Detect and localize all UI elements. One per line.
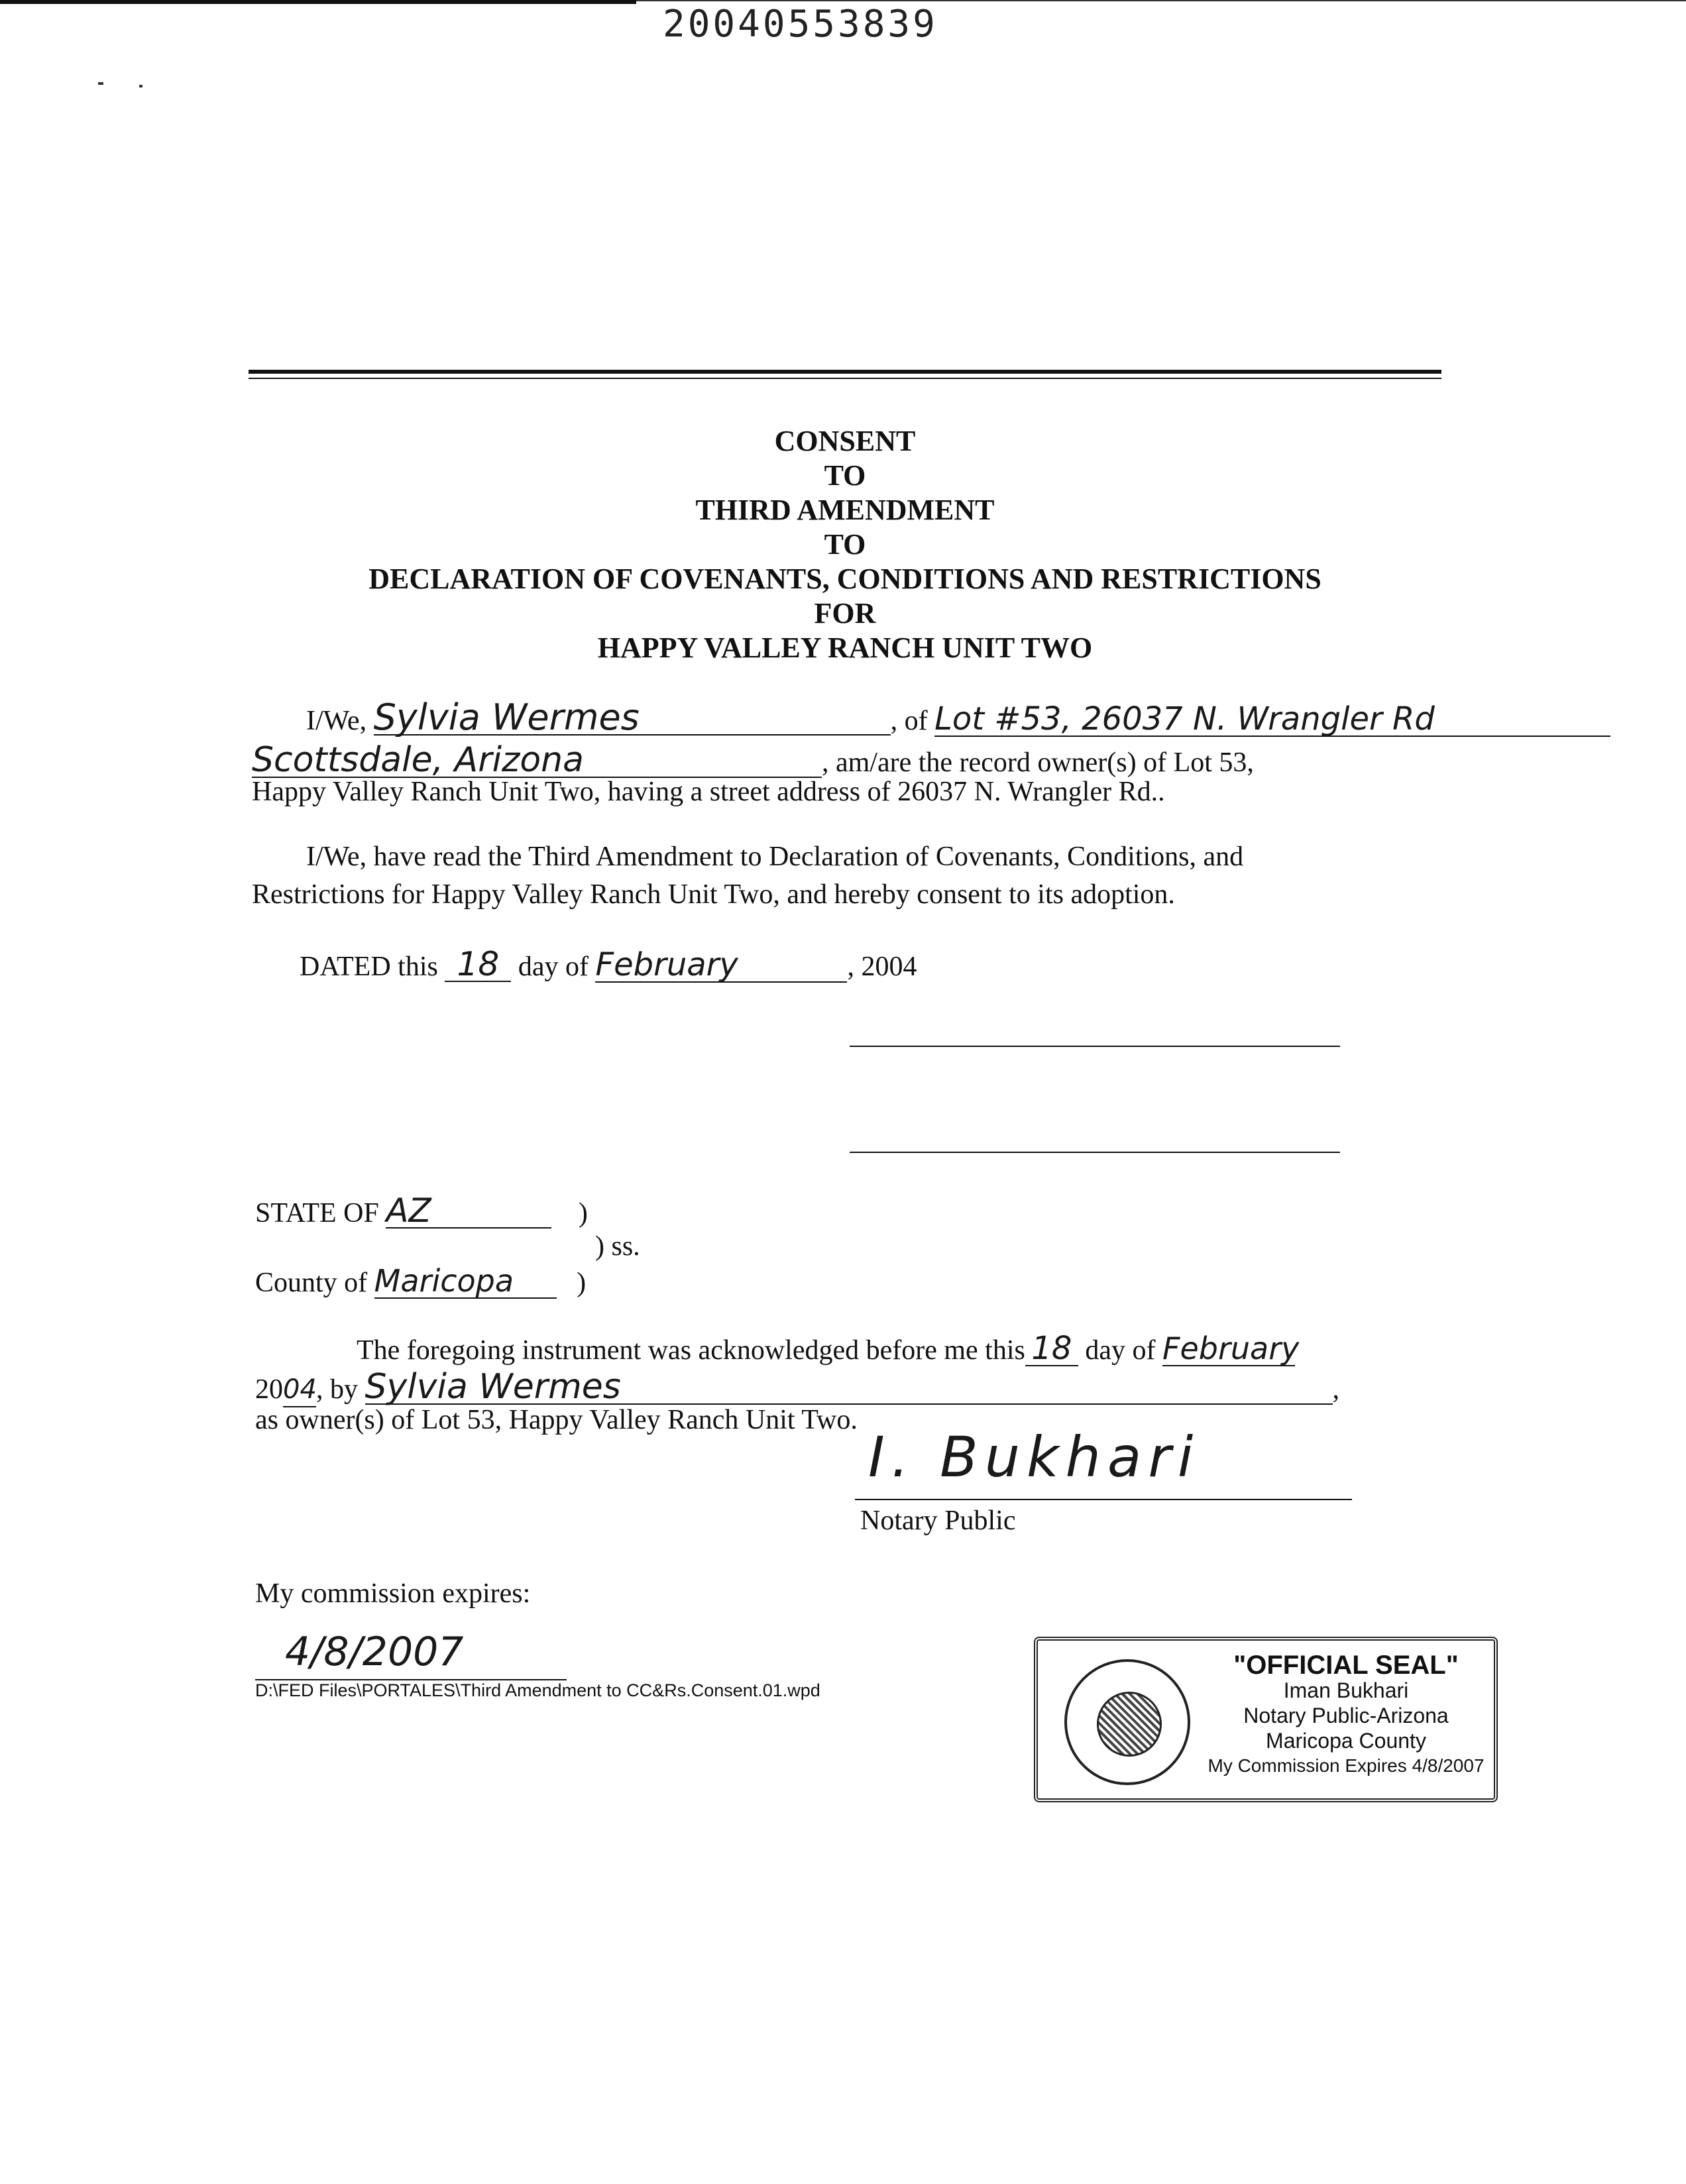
file-path: D:\FED Files\PORTALES\Third Amendment to CC&Rs.Consent.01.wpd [255,1680,820,1700]
state-line: STATE OF AZ ) [255,1191,588,1230]
owner-line-1: I/We, Sylvia Wermes , of Lot #53, 26037 N. Wrangler Rd [306,701,1610,737]
state-handwritten: AZ [386,1194,551,1228]
seal-title: "OFFICIAL SEAL" [1233,1651,1459,1680]
consent-line-1: I/We, have read the Third Amendment to Declaration of Covenants, Conditions, and [306,842,1244,872]
state-seal-emblem [1064,1659,1190,1785]
ack-year-handwritten: 04 [283,1373,316,1407]
owner-name-handwritten: Sylvia Wermes [374,701,891,736]
ack-line-1: The foregoing instrument was acknowledged before me this 18 day of February [357,1330,1300,1367]
notary-label: Notary Public [860,1505,1016,1536]
owner-signature-line [850,1046,1340,1047]
title-line: TO [824,459,866,492]
title-line: CONSENT [774,425,916,457]
top-rule-thin [249,378,1441,379]
title-line: FOR [814,597,876,629]
seal-line: My Commission Expires 4/8/2007 [1208,1755,1485,1776]
owner-city-handwritten: Scottsdale, Arizona [252,743,822,778]
owner-address-handwritten: Lot #53, 26037 N. Wrangler Rd [934,702,1610,737]
consent-line-2: Restrictions for Happy Valley Ranch Unit Two, and hereby consent to its adoption. [252,879,1175,910]
title-line: TO [824,528,866,561]
county-handwritten: Maricopa [374,1264,557,1299]
scan-top-bar [0,0,636,4]
title-line: THIRD AMENDMENT [695,494,995,526]
ack-day-handwritten: 18 [1025,1332,1078,1366]
ss-mark: ) ss. [595,1231,640,1262]
document-number: 20040553839 [663,3,938,46]
seal-name: Iman Bukhari [1283,1678,1409,1702]
official-seal-stamp [1034,1637,1498,1802]
dated-day-handwritten: 18 [445,948,511,982]
ack-line-2: 2004, by Sylvia Wermes , [255,1367,1339,1407]
top-rule [249,370,1441,374]
scan-speck [139,85,142,87]
seal-line: Maricopa County [1266,1729,1426,1753]
scan-speck [98,82,103,85]
notary-signature-line [855,1499,1352,1500]
title-line: HAPPY VALLEY RANCH UNIT TWO [597,631,1093,664]
owner-line-2: Scottsdale, Arizona , am/are the record owner(s) of Lot 53, [252,740,1254,780]
dated-line: DATED this 18 day of February , 2004 [300,945,917,983]
commission-date-handwritten: 4/8/2007 [285,1629,464,1675]
county-line: County of Maricopa ) [255,1263,587,1299]
seal-line: Notary Public-Arizona [1243,1704,1449,1727]
ack-line-3: as owner(s) of Lot 53, Happy Valley Ranch Unit Two. [255,1405,858,1435]
dated-month-handwritten: February [595,948,847,983]
state-seal-center [1097,1692,1162,1757]
owner-line-3: Happy Valley Ranch Unit Two, having a street address of 26037 N. Wrangler Rd.. [252,777,1165,807]
ack-name-handwritten: Sylvia Wermes [365,1370,1333,1405]
ack-month-handwritten: February [1162,1331,1300,1366]
title-line: DECLARATION OF COVENANTS, CONDITIONS AND RESTRICTIONS [368,563,1321,595]
notary-signature-handwritten: I. Bukhari [868,1425,1200,1490]
commission-label: My commission expires: [255,1578,531,1609]
document-title [249,424,1441,665]
owner-signature-line [850,1152,1340,1153]
seal-text-block [1204,1653,1489,1778]
